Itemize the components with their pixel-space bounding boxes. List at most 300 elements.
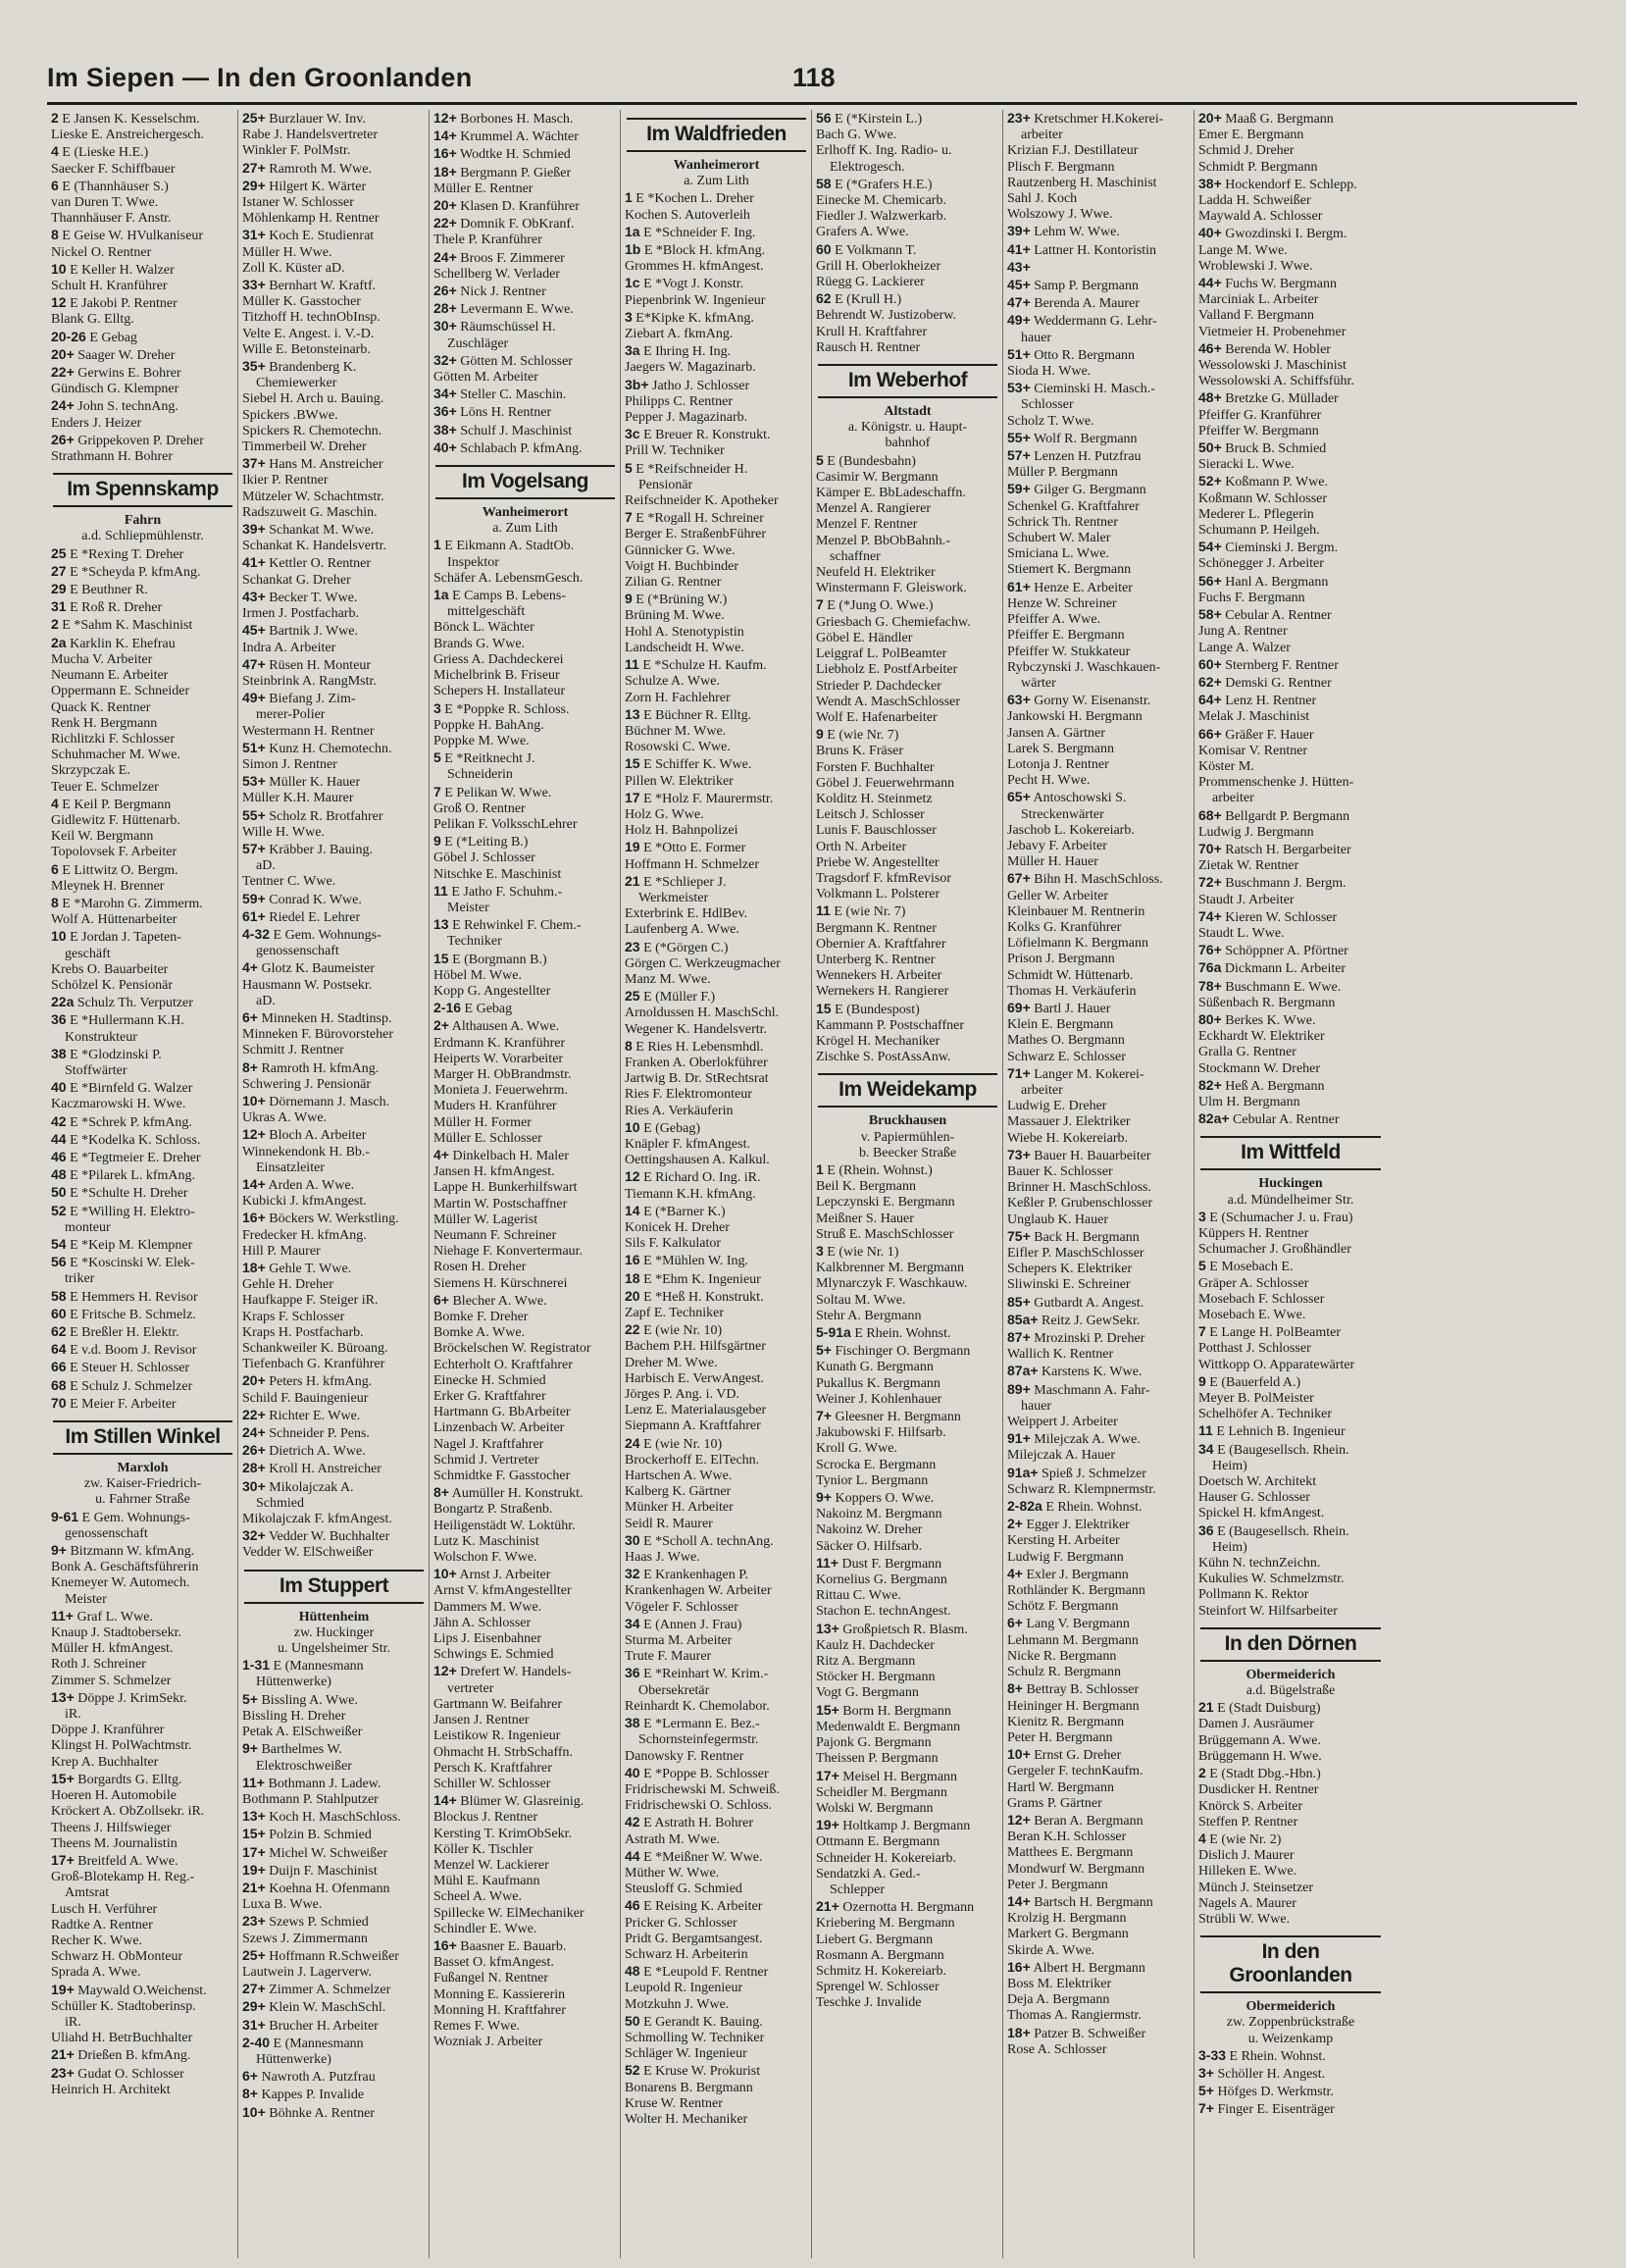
directory-entry: [1007, 1312, 1191, 1329]
resident-text: Bretzke G. Müllader: [1225, 391, 1339, 407]
house-number: 57+: [242, 840, 266, 856]
resident-text: Schenkel G. Kraftfahrer: [1007, 498, 1140, 514]
directory-entry: [242, 376, 426, 391]
resident-text: Leupold R. Ingenieur: [625, 1981, 743, 1996]
directory-entry: [625, 1866, 808, 1881]
directory-entry: [625, 360, 808, 376]
directory-entry: [433, 1647, 617, 1663]
resident-text: Milejczak A. Hauer: [1007, 1448, 1116, 1464]
directory-entry: [1198, 1848, 1383, 1864]
directory-entry: [1007, 1228, 1191, 1246]
house-number: 7+: [816, 1408, 832, 1424]
directory-entry: [433, 181, 617, 197]
resident-text: Schepers H. Installateur: [433, 684, 566, 699]
directory-entry: [1198, 1733, 1383, 1749]
directory-entry: [1198, 641, 1383, 656]
directory-entry: [1198, 1258, 1383, 1275]
directory-entry: [1198, 1556, 1383, 1572]
directory-entry: [242, 1478, 426, 1496]
house-number: 6+: [242, 1008, 258, 1025]
resident-text: Schneiderin: [447, 767, 513, 783]
house-number: 62+: [1198, 673, 1222, 690]
directory-entry: [816, 581, 999, 596]
resident-text: Lenzen H. Putzfrau: [1034, 449, 1142, 465]
house-number: 20+: [433, 197, 457, 214]
directory-entry: [625, 275, 808, 292]
house-number: 39+: [1007, 223, 1031, 239]
directory-entry: [625, 575, 808, 591]
street-title: Im Waldfrieden: [646, 123, 787, 145]
directory-entry: [1007, 414, 1191, 430]
resident-text: Danowsky F. Rentner: [625, 1748, 744, 1764]
resident-text: Liebholz E. PostfArbeiter: [816, 662, 958, 678]
directory-entry: [1198, 1912, 1383, 1928]
directory-entry: [1198, 539, 1383, 556]
directory-entry: [816, 968, 999, 984]
directory-entry: [433, 1713, 617, 1728]
house-number: 19: [625, 839, 640, 855]
resident-text: Kienitz R. Bergmann: [1007, 1714, 1125, 1729]
resident-text: Sternberg F. Rentner: [1225, 657, 1339, 673]
resident-text: E Ihring H. Ing.: [643, 344, 732, 360]
directory-entry: [1007, 726, 1191, 742]
directory-entry: [625, 1881, 808, 1897]
house-number: 5+: [242, 1690, 258, 1707]
resident-text: Seidl R. Maurer: [625, 1516, 713, 1531]
directory-entry: [625, 377, 808, 394]
directory-entry: [433, 883, 617, 901]
directory-entry: [625, 1566, 808, 1583]
resident-text: E Keil P. Bergmann: [62, 797, 172, 812]
resident-text: Theissen P. Bergmann: [816, 1751, 939, 1767]
resident-text: Nicke R. Bergmann: [1007, 1648, 1117, 1664]
resident-text: Fußangel N. Rentner: [433, 1971, 549, 1986]
directory-entry: [51, 1236, 234, 1254]
directory-entry: [433, 1244, 617, 1260]
directory-entry: [51, 563, 234, 581]
directory-entry: [433, 833, 617, 850]
directory-entry: [1198, 1209, 1383, 1226]
directory-entry: [816, 1685, 999, 1701]
house-number: 31+: [242, 227, 266, 243]
resident-text: Hans M. Anstreicher: [269, 457, 383, 473]
directory-entry: [242, 674, 426, 690]
house-number: 89+: [1007, 1380, 1031, 1397]
directory-entry: [625, 1339, 808, 1355]
directory-entry: [625, 1153, 808, 1168]
directory-entry: [625, 1469, 808, 1484]
directory-entry: [625, 2062, 808, 2080]
directory-entry: [1007, 1246, 1191, 1262]
directory-entry: [625, 691, 808, 706]
directory-entry: [1007, 1033, 1191, 1049]
resident-text: E *Scholl A. technAng.: [643, 1533, 774, 1549]
directory-entry: [1007, 1862, 1191, 1878]
directory-entry: [242, 1194, 426, 1210]
resident-text: Petak A. ElSchweißer: [242, 1725, 363, 1740]
resident-text: Remes F. Wwe.: [433, 2018, 521, 2034]
directory-entry: [242, 791, 426, 806]
directory-entry: [1198, 225, 1383, 242]
directory-entry: [1007, 1415, 1191, 1430]
house-number: 23+: [242, 1913, 266, 1930]
resident-text: E Jakobi P. Rentner: [70, 296, 178, 312]
directory-entry: [51, 732, 234, 747]
resident-text: Reinhardt K. Chemolabor.: [625, 1698, 770, 1714]
directory-entry: [51, 1560, 234, 1575]
resident-text: Neufeld H. Elektriker: [816, 565, 936, 581]
resident-text: Zuschläger: [447, 335, 509, 351]
directory-entry: [625, 410, 808, 426]
directory-entry: [433, 1099, 617, 1114]
directory-entry: [51, 1933, 234, 1949]
directory-entry: [816, 679, 999, 695]
house-number: 37+: [242, 455, 266, 472]
house-number: 39+: [242, 521, 266, 538]
resident-text: Rothländer K. Bergmann: [1007, 1583, 1145, 1599]
resident-text: Schöppner A. Pförtner: [1225, 944, 1348, 959]
resident-text: Potthast J. Schlosser: [1198, 1341, 1311, 1357]
house-number: 16+: [433, 145, 457, 162]
house-number: 44+: [1198, 275, 1222, 291]
resident-text: Kunz H. Chemotechn.: [269, 741, 392, 756]
directory-entry: [242, 1228, 426, 1244]
directory-entry: [1007, 1180, 1191, 1196]
directory-entry: [816, 1638, 999, 1654]
directory-entry: [1198, 1323, 1383, 1341]
house-number: 46: [51, 1148, 67, 1164]
directory-entry: [242, 944, 426, 959]
resident-text: Bomke F. Dreher: [433, 1310, 529, 1325]
directory-entry: [242, 1341, 426, 1357]
directory-entry: [1007, 1147, 1191, 1164]
directory-entry: [1007, 1482, 1191, 1498]
house-number: 52: [625, 2062, 640, 2079]
directory-entry: [433, 718, 617, 734]
resident-text: Dörnemann J. Masch.: [269, 1094, 390, 1109]
resident-text: Höbel M. Wwe.: [433, 967, 522, 983]
directory-entry: [242, 2052, 426, 2068]
directory-entry: [1007, 499, 1191, 515]
resident-text: E (wie Nr. 2): [1209, 1831, 1282, 1847]
directory-entry: [433, 1052, 617, 1067]
directory-entry: [816, 792, 999, 807]
directory-entry: [816, 646, 999, 662]
resident-text: Sieracki L. Wwe.: [1198, 457, 1295, 473]
resident-text: Radtke A. Rentner: [51, 1917, 153, 1933]
resident-text: E *Vogt J. Konstr.: [643, 277, 744, 292]
resident-text: Scrocka E. Bergmann: [816, 1457, 937, 1472]
resident-text: Kroll G. Wwe.: [816, 1441, 897, 1457]
resident-text: Schmolling W. Techniker: [625, 2030, 765, 2045]
resident-text: E Mosebach E.: [1209, 1260, 1294, 1275]
house-number: 25: [625, 988, 640, 1005]
resident-text: Kühn N. technZeichn.: [1198, 1556, 1321, 1572]
resident-text: Menzel F. Rentner: [816, 517, 918, 533]
resident-text: Lieske E. Anstreichergesch.: [51, 128, 205, 143]
resident-text: E Astrath H. Bohrer: [643, 1816, 754, 1831]
directory-entry: [1007, 1796, 1191, 1812]
directory-entry: [51, 1220, 234, 1236]
directory-entry: [51, 545, 234, 563]
resident-text: Müller K.H. Maurer: [242, 791, 354, 806]
directory-entry: [242, 1460, 426, 1477]
directory-entry: [816, 340, 999, 356]
directory-entry: [1198, 996, 1383, 1011]
resident-text: Götten M. Schlosser: [460, 353, 573, 369]
resident-text: Blank G. Elltg.: [51, 312, 134, 328]
directory-entry: [816, 1898, 999, 1916]
house-number: 12+: [1007, 1811, 1031, 1828]
directory-entry: [51, 1788, 234, 1804]
resident-text: Zimmer S. Schmelzer: [51, 1673, 172, 1688]
resident-text: Volkmann L. Polsterer: [816, 887, 940, 902]
resident-text: Szews J. Zimmermann: [242, 1931, 368, 1946]
directory-entry: [242, 891, 426, 908]
resident-text: Baasner E. Bauarb.: [460, 1938, 567, 1954]
directory-entry: [1007, 1715, 1191, 1730]
directory-entry: [51, 1509, 234, 1526]
house-number: 1: [433, 537, 441, 553]
resident-text: Bach G. Wwe.: [816, 128, 897, 143]
house-number: 8: [625, 1037, 633, 1054]
directory-entry: [433, 1405, 617, 1420]
directory-entry: [1007, 660, 1191, 676]
directory-entry: [433, 1180, 617, 1196]
resident-text: Leistikow R. Ingenieur: [433, 1728, 561, 1744]
house-number: 11: [625, 656, 639, 673]
directory-entry: [242, 740, 426, 757]
resident-text: Lang V. Bergmann: [1026, 1617, 1130, 1632]
resident-text: Ziebart A. fkmAng.: [625, 327, 734, 342]
resident-text: Mondwurf W. Bergmann: [1007, 1861, 1145, 1877]
resident-text: Gudat O. Schlosser: [77, 2066, 184, 2082]
directory-entry: [816, 744, 999, 759]
house-number: 64: [51, 1341, 67, 1358]
resident-text: Schneider H. Kokereiarb.: [816, 1850, 957, 1866]
resident-text: Biefang J. Zim-: [269, 692, 356, 707]
resident-text: Bartnik J. Wwe.: [269, 624, 358, 640]
street-title: Im Stuppert: [279, 1573, 389, 1597]
directory-entry: [1198, 325, 1383, 340]
directory-entry: [816, 209, 999, 225]
resident-text: Ladda H. Schweißer: [1198, 193, 1311, 209]
directory-entry: [242, 1210, 426, 1227]
directory-entry: [1198, 1358, 1383, 1373]
directory-entry: [433, 749, 617, 767]
directory-entry: [51, 700, 234, 716]
directory-entry: [625, 1749, 808, 1765]
resident-text: Oppermann E. Schneider: [51, 684, 190, 699]
directory-entry: [433, 1777, 617, 1792]
resident-text: genossenschaft: [65, 1525, 148, 1541]
directory-entry: [433, 637, 617, 652]
district-name: Wanheimerort: [673, 158, 760, 173]
directory-entry: [51, 912, 234, 928]
resident-text: E Littwitz O. Bergm.: [62, 862, 178, 878]
directory-entry: [1198, 759, 1383, 775]
resident-text: E *Pilarek L. kfmAng.: [70, 1168, 195, 1184]
directory-entry: [242, 439, 426, 455]
directory-entry: [1007, 1959, 1191, 1977]
directory-entry: [51, 861, 234, 879]
directory-entry: [1198, 243, 1383, 259]
directory-entry: [1007, 1083, 1191, 1099]
directory-entry: [433, 1663, 617, 1680]
house-number: 42: [51, 1112, 67, 1129]
resident-text: Laufenberg A. Wwe.: [625, 922, 739, 938]
resident-text: Roth J. Schreiner: [51, 1657, 146, 1673]
resident-text: Wegener K. Handelsvertr.: [625, 1021, 768, 1037]
resident-text: Bruns K. Fräser: [816, 744, 904, 759]
house-number: 60: [816, 240, 832, 257]
resident-text: Patzer B. Schweißer: [1034, 2026, 1146, 2041]
resident-text: Bachem P.H. Hilfsgärtner: [625, 1339, 766, 1355]
directory-entry: [625, 1137, 808, 1153]
resident-text: E *Schlieper J.: [643, 874, 727, 890]
directory-entry: [816, 160, 999, 176]
directory-entry: [1198, 2065, 1383, 2083]
directory-entry: [242, 1110, 426, 1126]
resident-text: Göbel J. Schlosser: [433, 850, 535, 866]
resident-text: Stachon E. technAngest.: [816, 1604, 951, 1620]
directory-entry: [242, 841, 426, 858]
resident-text: Schwarz R. Klempnermstr.: [1007, 1481, 1156, 1497]
resident-text: Berkes K. Wwe.: [1225, 1012, 1316, 1028]
resident-text: Stoffwärter: [65, 1062, 127, 1078]
directory-entry: [625, 823, 808, 839]
resident-text: Koßmann W. Schlosser: [1198, 490, 1328, 506]
resident-text: Spickers .BWwe.: [242, 407, 338, 423]
directory-entry: [1198, 491, 1383, 507]
directory-entry: [242, 926, 426, 944]
resident-text: Wille H. Wwe.: [242, 824, 325, 840]
resident-text: Brüggemann H. Wwe.: [1198, 1748, 1322, 1764]
directory-entry: [242, 959, 426, 977]
directory-entry: [433, 164, 617, 181]
directory-entry: [816, 615, 999, 631]
directory-entry: [433, 1036, 617, 1052]
directory-entry: [242, 1709, 426, 1725]
directory-entry: [1007, 889, 1191, 904]
directory-entry: [625, 1418, 808, 1434]
directory-entry: [625, 443, 808, 459]
resident-text: Linzenbach W. Arbeiter: [433, 1420, 565, 1436]
resident-text: Gutbardt A. Angest.: [1034, 1295, 1144, 1311]
resident-text: Einsatzleiter: [256, 1160, 325, 1175]
directory-entry: [242, 391, 426, 407]
resident-text: Kolditz H. Steinmetz: [816, 791, 933, 806]
directory-entry: [816, 953, 999, 968]
house-number: 8+: [433, 1484, 449, 1501]
directory-entry: [51, 845, 234, 860]
resident-text: Harbisch E. VerwAngest.: [625, 1370, 765, 1386]
resident-text: Strathmann H. Bohrer: [51, 449, 174, 465]
house-number: 59+: [242, 890, 266, 906]
resident-text: Exterbrink E. HdlBev.: [625, 906, 748, 922]
resident-text: Lepczynski E. Bergmann: [816, 1195, 955, 1211]
house-number: 43+: [242, 588, 266, 604]
directory-entry: [433, 571, 617, 587]
directory-entry: [625, 774, 808, 790]
resident-text: Schornsteinfegermstr.: [638, 1732, 759, 1748]
house-number: 26+: [51, 431, 75, 447]
resident-text: Lehmann M. Bergmann: [1007, 1632, 1139, 1648]
house-number: 40+: [433, 438, 457, 455]
directory-entry: [1198, 128, 1383, 143]
resident-text: Rüegg G. Lackierer: [816, 275, 925, 290]
house-number: 44: [51, 1130, 67, 1147]
house-number: 9: [1198, 1372, 1206, 1389]
resident-text: Ludwig J. Bergmann: [1198, 824, 1314, 840]
directory-entry: [1007, 481, 1191, 498]
house-number: 20: [625, 1287, 640, 1304]
resident-text: Strübli W. Wwe.: [1198, 1911, 1291, 1927]
resident-text: Wittkopp O. Apparatewärter: [1198, 1357, 1355, 1372]
house-number: 62: [816, 290, 832, 307]
directory-entry: [816, 760, 999, 776]
house-number: 32+: [242, 1527, 266, 1544]
resident-text: E Hemmers H. Revisor: [70, 1289, 198, 1305]
resident-text: Schläger W. Ingenieur: [625, 2046, 747, 2062]
directory-entry: [242, 606, 426, 622]
directory-entry: [625, 224, 808, 241]
resident-text: Lattner H. Kontoristin: [1034, 242, 1157, 258]
resident-text: Becker T. Wwe.: [269, 590, 358, 605]
street-location: a. Königstr. u. Haupt-: [847, 420, 968, 436]
resident-text: Schwering J. Pensionär: [242, 1076, 372, 1092]
directory-entry: [1198, 389, 1383, 407]
directory-entry: [625, 1187, 808, 1203]
resident-text: Kalberg K. Gärtner: [625, 1484, 732, 1500]
directory-entry: [816, 1342, 999, 1360]
resident-text: E Beuthner R.: [70, 583, 148, 598]
resident-text: Kappes P. Invalide: [261, 2088, 365, 2103]
resident-text: Koßmann P. Wwe.: [1225, 475, 1328, 490]
resident-text: Michel W. Schweißer: [269, 1845, 388, 1861]
directory-entry: [51, 1271, 234, 1287]
resident-text: E Schiffer K. Wwe.: [643, 757, 752, 773]
house-number: 20-26: [51, 328, 86, 344]
district-name: Marxloh: [117, 1461, 169, 1476]
resident-text: Istaner W. Schlosser: [242, 195, 354, 211]
directory-entry: [51, 294, 234, 312]
resident-text: Hartmann G. BbArbeiter: [433, 1405, 571, 1420]
resident-text: Ikier P. Rentner: [242, 473, 329, 489]
resident-text: Pepper J. Magazinarb.: [625, 410, 748, 426]
resident-text: Dusdicker H. Rentner: [1198, 1782, 1319, 1798]
resident-text: Hilgert K. Wärter: [269, 179, 367, 194]
directory-entry: [51, 581, 234, 598]
directory-entry: [1198, 1765, 1383, 1782]
directory-entry: [51, 1149, 234, 1166]
house-number: 13+: [51, 1688, 75, 1705]
resident-text: Mrozinski P. Dreher: [1034, 1331, 1145, 1347]
directory-entry: [1007, 1050, 1191, 1065]
resident-text: Levermann E. Wwe.: [460, 302, 574, 318]
house-number: 18+: [242, 1260, 266, 1276]
resident-text: E (Stadt Dbg.-Hbn.): [1209, 1767, 1321, 1782]
house-number: 45+: [1007, 277, 1031, 293]
directory-entry: [433, 1955, 617, 1971]
directory-entry: [625, 1699, 808, 1715]
house-number: 26+: [433, 283, 457, 299]
directory-entry: [1198, 1522, 1383, 1540]
house-number: 10: [51, 928, 67, 945]
resident-text: Blümer W. Glasreinig.: [460, 1794, 584, 1810]
resident-text: Enders J. Heizer: [51, 415, 142, 431]
directory-entry: [816, 596, 999, 614]
